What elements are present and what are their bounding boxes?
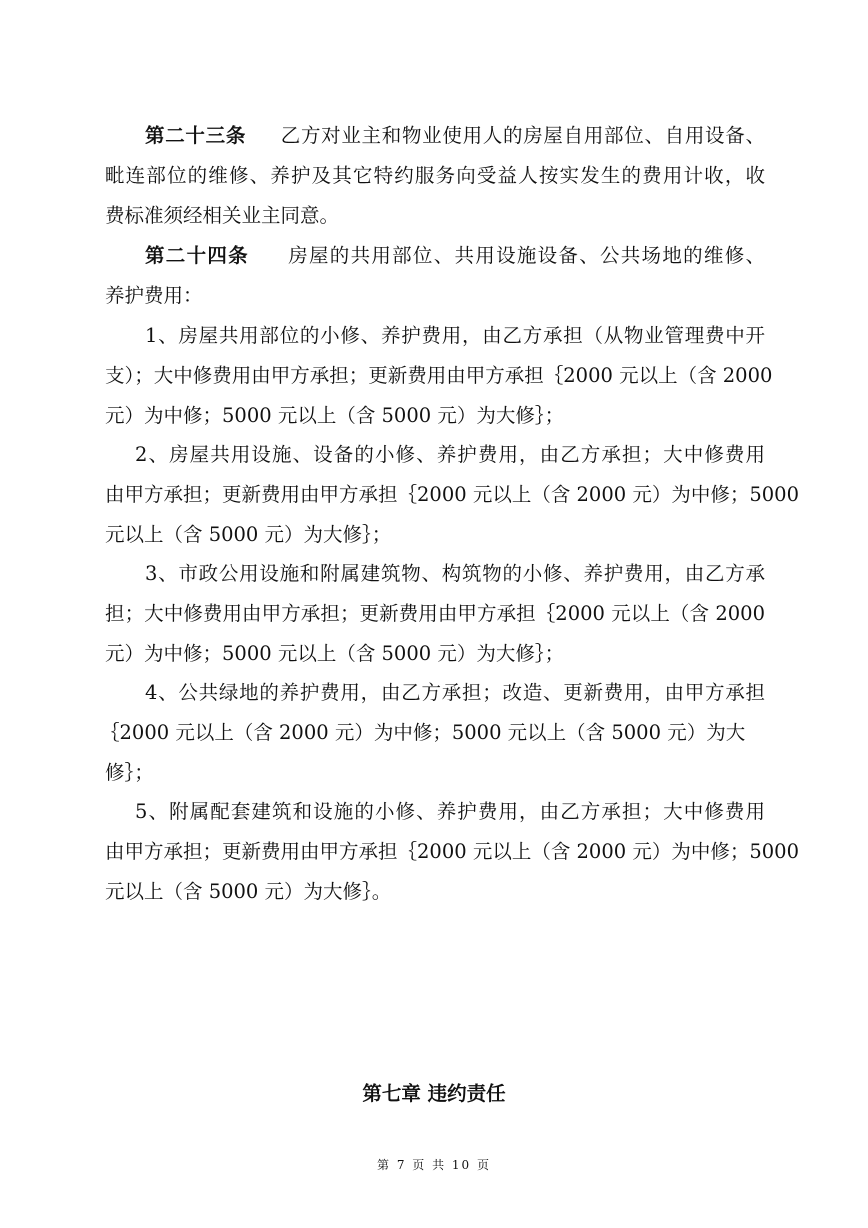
- item-4-line-3: 修｝；: [105, 761, 154, 784]
- article-24-line-1: [145, 244, 765, 268]
- item-5-line-1: 5、附属配套建筑和设施的小修、养护费用，由乙方承担；大中修费用: [135, 800, 765, 823]
- item-3-line-1: 3、市政公用设施和附属建筑物、构筑物的小修、养护费用，由乙方承: [145, 562, 765, 585]
- article-text: 乙方对业主和物业使用人的房屋自用部位、自用设备、: [280, 124, 765, 147]
- article-23-line-2: 毗连部位的维修、养护及其它特约服务向受益人按实发生的费用计收，收: [105, 164, 765, 187]
- item-3-line-3: 元）为中修；5000 元以上（含 5000 元）为大修｝；: [105, 642, 565, 665]
- item-1-line-1: 1、房屋共用部位的小修、养护费用，由乙方承担（从物业管理费中开: [145, 324, 765, 347]
- item-1-line-3: 元）为中修；5000 元以上（含 5000 元）为大修｝；: [105, 404, 565, 427]
- article-text: 房屋的共用部位、共用设施设备、公共场地的维修、: [286, 244, 765, 267]
- item-4-line-2: ｛2000 元以上（含 2000 元）为中修；5000 元以上（含 5000 元）为大: [100, 721, 746, 744]
- article-23-line-3: 费标准须经相关业主同意。: [105, 204, 340, 227]
- item-4-line-1: 4、公共绿地的养护费用，由乙方承担；改造、更新费用，由甲方承担: [145, 681, 765, 704]
- article-24-line-2: 养护费用：: [105, 284, 203, 307]
- item-3-line-2: 担；大中修费用由甲方承担；更新费用由甲方承担｛2000 元以上（含 2000: [105, 602, 765, 625]
- chapter-title: 第七章 违约责任: [362, 1082, 506, 1105]
- article-23-heading: 第二十三条: [145, 124, 247, 147]
- item-5-line-3: 元以上（含 5000 元）为大修｝。: [105, 880, 392, 903]
- article-24-heading: 第二十四条: [145, 244, 249, 267]
- item-2-line-3: 元以上（含 5000 元）为大修｝；: [105, 523, 392, 546]
- item-2-line-1: 2、房屋共用设施、设备的小修、养护费用，由乙方承担；大中修费用: [135, 443, 765, 466]
- article-23-line-1: [145, 124, 765, 148]
- page-footer: 第 7 页 共 10 页: [377, 1158, 491, 1172]
- item-1-line-2: 支）；大中修费用由甲方承担；更新费用由甲方承担｛2000 元以上（含 2000: [105, 364, 773, 387]
- item-5-line-2: 由甲方承担；更新费用由甲方承担｛2000 元以上（含 2000 元）为中修；5000: [105, 840, 799, 863]
- item-2-line-2: 由甲方承担；更新费用由甲方承担｛2000 元以上（含 2000 元）为中修；5000: [105, 483, 799, 506]
